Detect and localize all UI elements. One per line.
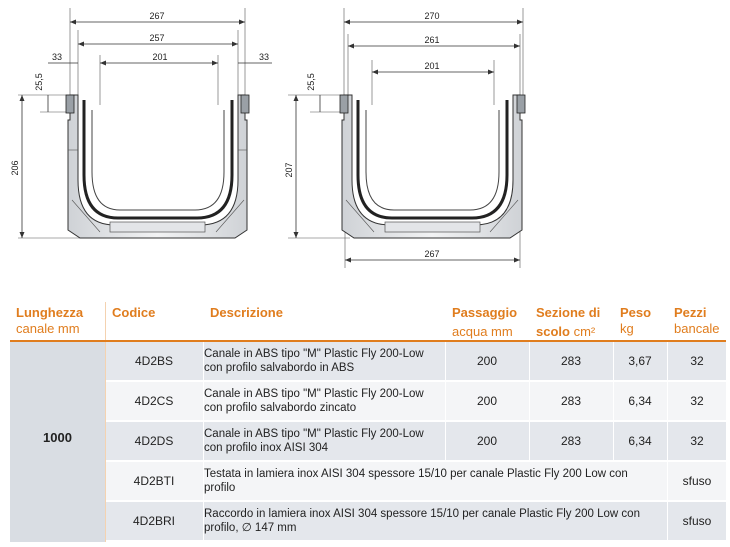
row-divider [106,380,726,382]
header-codice: Codice [106,302,202,340]
svg-text:270: 270 [424,11,440,21]
svg-text:267: 267 [424,249,440,259]
svg-text:33: 33 [51,52,63,62]
row-divider [106,460,726,462]
row-sezione: 283 [560,394,582,408]
header-lunghezza: Lunghezza canale mm [10,302,106,340]
row-passaggio: 200 [476,354,498,368]
svg-text:33: 33 [258,52,270,62]
row-pezzi: sfuso [682,474,712,488]
row-sezione: 283 [560,354,582,368]
row-code: 4D2DS [134,434,174,448]
table-row [106,382,726,420]
table-row [106,342,726,380]
column-divider [613,342,614,462]
svg-text:25,5: 25,5 [34,73,44,91]
row-code: 4D2BS [134,354,174,368]
column-divider [529,342,530,462]
column-divider [105,302,106,542]
svg-text:201: 201 [424,61,440,71]
table-row [106,502,726,540]
row-description: Testata in lamiera inox AISI 304 spessore 15/10 per canale Plastic Fly 200 Low con profilo [204,468,628,494]
column-divider [203,342,204,542]
lunghezza-cell: 1000 [10,342,105,542]
svg-text:207: 207 [284,162,294,178]
row-pezzi: 32 [690,394,704,408]
header-peso: Peso kg [614,302,666,340]
svg-text:25,5: 25,5 [306,73,316,91]
row-code: 4D2CS [134,394,174,408]
svg-text:201: 201 [152,52,168,62]
svg-text:261: 261 [424,35,440,45]
table-row [106,462,726,500]
channel-section-right [284,8,525,268]
header-pezzi: Pezzi bancale [668,302,726,340]
row-description: Canale in ABS tipo "M" Plastic Fly 200-Low con profilo inox AISI 304 [204,428,424,454]
row-description: Canale in ABS tipo "M" Plastic Fly 200-Low con profilo salvabordo zincato [204,388,424,414]
row-pezzi: 32 [690,434,704,448]
spec-table [10,302,726,542]
row-passaggio: 200 [476,394,498,408]
row-peso: 3,67 [628,354,652,368]
column-divider [667,342,668,542]
svg-text:267: 267 [149,11,165,21]
row-pezzi: sfuso [682,514,712,528]
row-code: 4D2BTI [133,474,175,488]
header-descrizione: Descrizione [204,302,444,340]
svg-text:206: 206 [10,160,20,176]
row-pezzi: 32 [690,354,704,368]
row-code: 4D2BRI [132,514,176,528]
row-divider [106,500,726,502]
row-peso: 6,34 [628,434,652,448]
row-sezione: 283 [560,434,582,448]
header-passaggio: Passaggio acqua mm [446,302,528,340]
column-divider [445,342,446,462]
channel-section-left [10,8,272,238]
table-row [106,422,726,460]
header-sezione: Sezione di scolo cm² [530,302,612,340]
svg-text:257: 257 [149,33,165,43]
row-divider [106,420,726,422]
row-passaggio: 200 [476,434,498,448]
row-peso: 6,34 [628,394,652,408]
row-description: Raccordo in lamiera inox AISI 304 spessore 15/10 per canale Plastic Fly 200 Low con profilo, ∅ 147 mm [204,508,640,534]
row-description: Canale in ABS tipo "M" Plastic Fly 200-Low con profilo salvabordo in ABS [204,348,424,374]
